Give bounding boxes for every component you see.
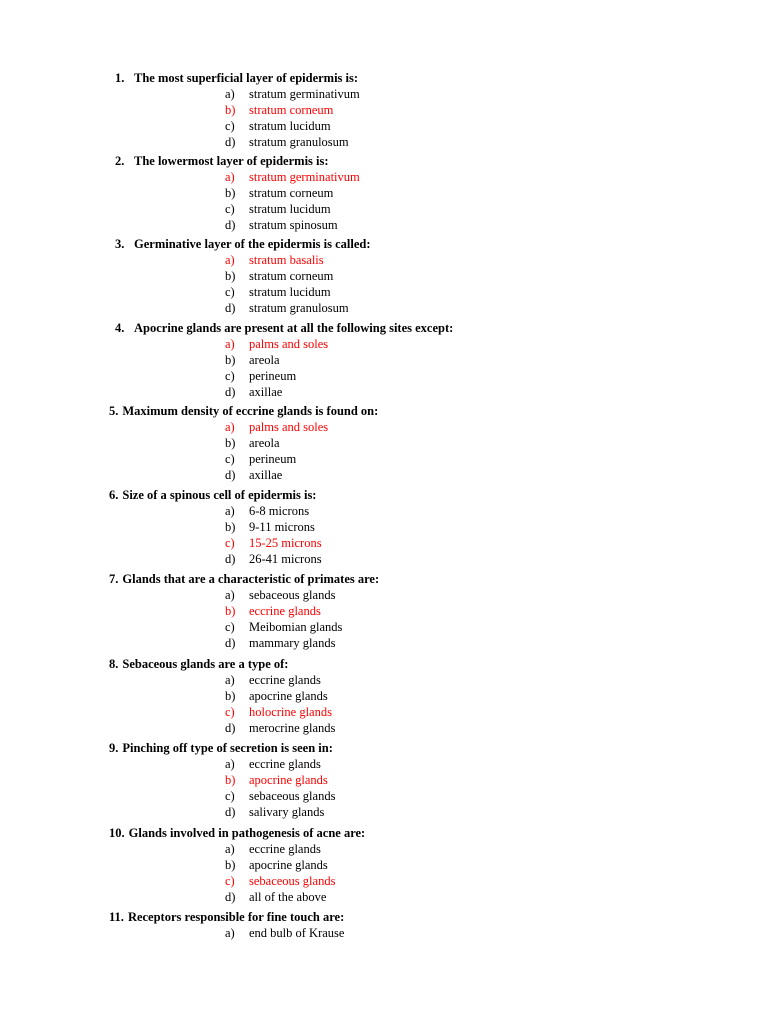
question-number: 2.	[115, 154, 125, 168]
question-text: Glands involved in pathogenesis of acne are:	[128, 826, 366, 840]
option-letter: a)	[225, 253, 235, 267]
option-letter: b)	[225, 773, 236, 787]
answer-option	[0, 252, 768, 268]
question-title	[109, 825, 365, 841]
question-text: Apocrine glands are present at all the following sites except:	[134, 321, 454, 335]
answer-option	[0, 635, 768, 651]
question-title	[109, 487, 316, 503]
question-text: The lowermost layer of epidermis is:	[134, 154, 329, 168]
option-letter: b)	[225, 858, 236, 872]
option-text: areola	[249, 353, 280, 367]
question-number: 1.	[115, 71, 125, 85]
option-text: stratum lucidum	[249, 285, 331, 299]
option-letter: d)	[225, 890, 236, 904]
option-text: all of the above	[249, 890, 327, 904]
question-title	[109, 403, 378, 419]
correct-answer-text: stratum corneum	[249, 103, 334, 117]
option-letter: c)	[225, 705, 235, 719]
option-text: merocrine glands	[249, 721, 336, 735]
option-letter: c)	[225, 369, 235, 383]
option-letter: c)	[225, 789, 235, 803]
answer-option	[0, 435, 768, 451]
question-title	[115, 236, 371, 252]
option-text: perineum	[249, 452, 297, 466]
correct-answer-text: sebaceous glands	[249, 874, 336, 888]
option-letter: d)	[225, 385, 236, 399]
option-letter: a)	[225, 757, 235, 771]
option-text: stratum lucidum	[249, 119, 331, 133]
option-text: sebaceous glands	[249, 789, 336, 803]
question-title	[109, 909, 344, 925]
question-number: 9.	[109, 741, 119, 755]
option-letter: a)	[225, 588, 235, 602]
question-number: 3.	[115, 237, 125, 251]
option-text: stratum spinosum	[249, 218, 338, 232]
option-text: stratum corneum	[249, 269, 334, 283]
answer-option	[0, 720, 768, 736]
question-number: 7.	[109, 572, 119, 586]
question-title	[115, 153, 329, 169]
option-letter: a)	[225, 337, 235, 351]
answer-option	[0, 551, 768, 567]
question-text: Receptors responsible for fine touch are:	[127, 910, 345, 924]
answer-option	[0, 873, 768, 889]
option-letter: a)	[225, 842, 235, 856]
option-text: stratum germinativum	[249, 87, 360, 101]
option-text: eccrine glands	[249, 842, 321, 856]
question-number: 4.	[115, 321, 125, 335]
option-text: sebaceous glands	[249, 588, 336, 602]
answer-option	[0, 118, 768, 134]
correct-answer-text: stratum basalis	[249, 253, 324, 267]
answer-option	[0, 756, 768, 772]
option-letter: d)	[225, 135, 236, 149]
option-text: axillae	[249, 468, 283, 482]
option-text: 6-8 microns	[249, 504, 310, 518]
answer-option	[0, 788, 768, 804]
option-letter: d)	[225, 552, 236, 566]
answer-option	[0, 419, 768, 435]
option-letter: a)	[225, 170, 235, 184]
option-text: stratum granulosum	[249, 301, 349, 315]
option-letter: d)	[225, 805, 236, 819]
answer-option	[0, 704, 768, 720]
answer-option	[0, 300, 768, 316]
option-letter: a)	[225, 926, 235, 940]
option-letter: d)	[225, 301, 236, 315]
question-title	[109, 656, 288, 672]
option-text: 26-41 microns	[249, 552, 322, 566]
option-text: mammary glands	[249, 636, 336, 650]
answer-option	[0, 368, 768, 384]
answer-option	[0, 535, 768, 551]
option-text: perineum	[249, 369, 297, 383]
option-letter: b)	[225, 520, 236, 534]
option-letter: a)	[225, 504, 235, 518]
option-text: axillae	[249, 385, 283, 399]
answer-option	[0, 201, 768, 217]
correct-answer-text: apocrine glands	[249, 773, 328, 787]
option-letter: b)	[225, 186, 236, 200]
option-text: eccrine glands	[249, 673, 321, 687]
correct-answer-text: stratum germinativum	[249, 170, 360, 184]
correct-answer-text: 15-25 microns	[249, 536, 322, 550]
answer-option	[0, 352, 768, 368]
option-text: stratum granulosum	[249, 135, 349, 149]
option-letter: c)	[225, 202, 235, 216]
option-letter: b)	[225, 269, 236, 283]
correct-answer-text: palms and soles	[249, 420, 329, 434]
answer-option	[0, 467, 768, 483]
option-letter: d)	[225, 218, 236, 232]
option-letter: c)	[225, 119, 235, 133]
option-letter: b)	[225, 689, 236, 703]
option-letter: c)	[225, 874, 235, 888]
answer-option	[0, 603, 768, 619]
answer-option	[0, 772, 768, 788]
option-text: apocrine glands	[249, 858, 328, 872]
option-letter: b)	[225, 604, 236, 618]
question-title	[109, 740, 333, 756]
question-title	[115, 70, 358, 86]
option-letter: d)	[225, 468, 236, 482]
option-text: Meibomian glands	[249, 620, 343, 634]
question-number: 11.	[109, 910, 124, 924]
question-text: Glands that are a characteristic of primates are:	[122, 572, 380, 586]
answer-option	[0, 169, 768, 185]
question-text: Maximum density of eccrine glands is found on:	[122, 404, 379, 418]
option-letter: a)	[225, 420, 235, 434]
option-letter: d)	[225, 636, 236, 650]
question-number: 10.	[109, 826, 125, 840]
answer-option	[0, 889, 768, 905]
question-text: Germinative layer of the epidermis is called:	[134, 237, 371, 251]
answer-option	[0, 217, 768, 233]
correct-answer-text: holocrine glands	[249, 705, 332, 719]
question-text: Pinching off type of secretion is seen in:	[122, 741, 333, 755]
option-letter: b)	[225, 353, 236, 367]
option-letter: c)	[225, 620, 235, 634]
option-text: stratum corneum	[249, 186, 334, 200]
answer-option	[0, 619, 768, 635]
answer-option	[0, 284, 768, 300]
question-title	[109, 571, 379, 587]
correct-answer-text: palms and soles	[249, 337, 329, 351]
question-title	[115, 320, 453, 336]
answer-option	[0, 925, 768, 941]
answer-option	[0, 451, 768, 467]
question-number: 8.	[109, 657, 119, 671]
option-text: eccrine glands	[249, 757, 321, 771]
question-text: Size of a spinous cell of epidermis is:	[122, 488, 317, 502]
question-number: 5.	[109, 404, 119, 418]
answer-option	[0, 268, 768, 284]
answer-option	[0, 857, 768, 873]
option-text: end bulb of Krause	[249, 926, 345, 940]
answer-option	[0, 587, 768, 603]
question-text: The most superficial layer of epidermis is:	[134, 71, 359, 85]
answer-option	[0, 672, 768, 688]
answer-option	[0, 384, 768, 400]
option-letter: c)	[225, 285, 235, 299]
option-letter: c)	[225, 452, 235, 466]
option-letter: c)	[225, 536, 235, 550]
option-text: salivary glands	[249, 805, 325, 819]
answer-option	[0, 841, 768, 857]
option-letter: d)	[225, 721, 236, 735]
option-letter: b)	[225, 103, 236, 117]
option-text: 9-11 microns	[249, 520, 315, 534]
option-letter: b)	[225, 436, 236, 450]
answer-option	[0, 102, 768, 118]
answer-option	[0, 336, 768, 352]
answer-option	[0, 503, 768, 519]
answer-option	[0, 86, 768, 102]
answer-option	[0, 185, 768, 201]
correct-answer-text: eccrine glands	[249, 604, 321, 618]
answer-option	[0, 804, 768, 820]
question-text: Sebaceous glands are a type of:	[122, 657, 289, 671]
option-letter: a)	[225, 87, 235, 101]
option-text: stratum lucidum	[249, 202, 331, 216]
answer-option	[0, 688, 768, 704]
option-text: apocrine glands	[249, 689, 328, 703]
question-number: 6.	[109, 488, 119, 502]
option-letter: a)	[225, 673, 235, 687]
option-text: areola	[249, 436, 280, 450]
answer-option	[0, 134, 768, 150]
answer-option	[0, 519, 768, 535]
